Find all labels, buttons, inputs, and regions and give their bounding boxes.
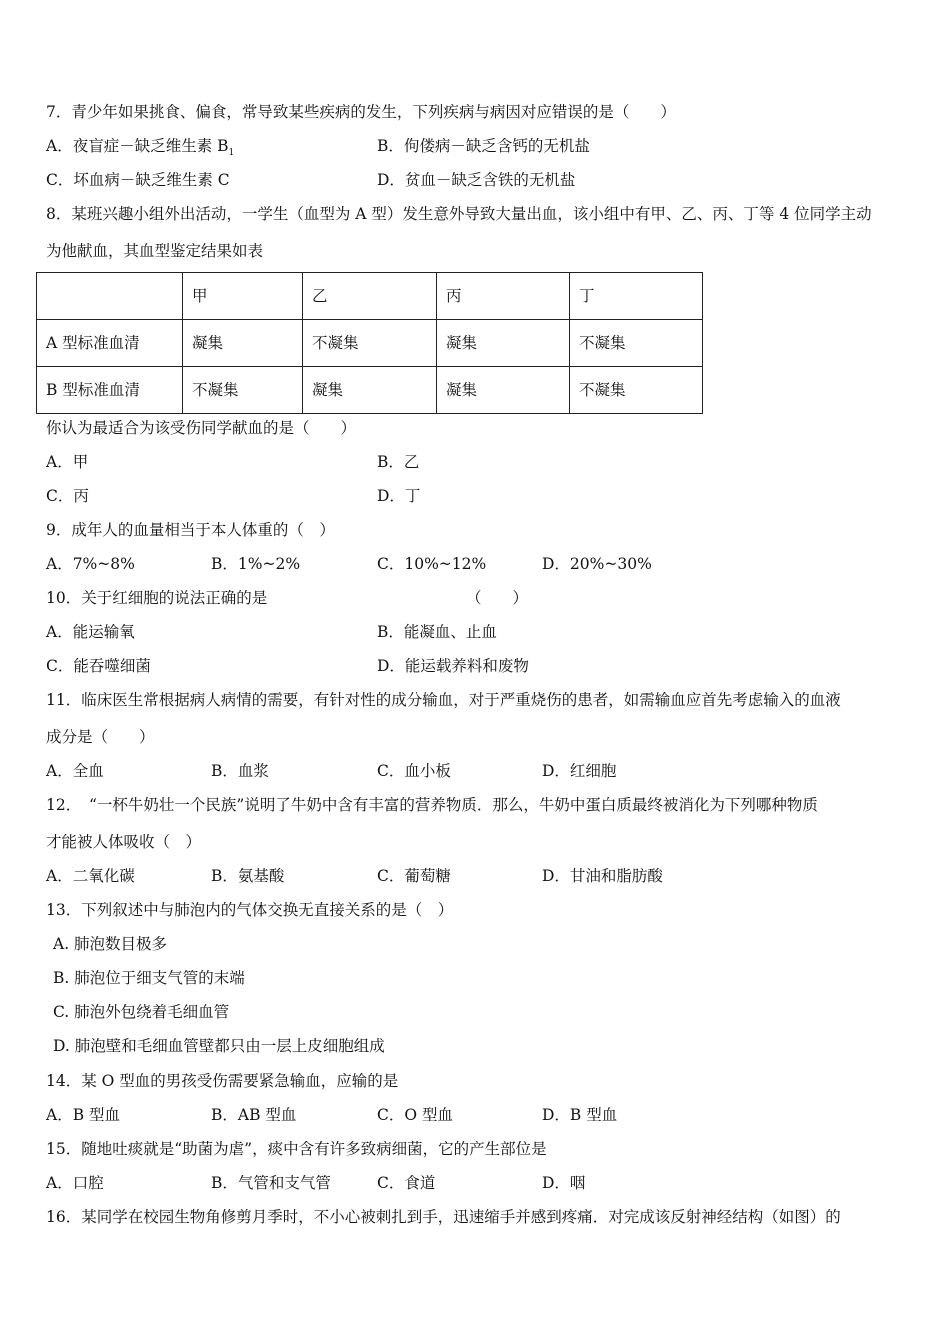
- table-cell: 不凝集: [570, 320, 703, 367]
- table-cell: 不凝集: [303, 320, 437, 367]
- table-cell: 凝集: [303, 367, 437, 414]
- q12-option-c[interactable]: C．葡萄糖: [377, 867, 451, 885]
- q8-option-b[interactable]: B．乙: [377, 453, 420, 471]
- q10-option-b[interactable]: B．能凝血、止血: [377, 623, 497, 641]
- q11-option-d[interactable]: D．红细胞: [542, 762, 617, 780]
- q8-option-d[interactable]: D．丁: [377, 487, 421, 505]
- table-cell: 不凝集: [183, 367, 303, 414]
- q15-option-a[interactable]: A．口腔: [46, 1174, 104, 1192]
- q12-option-a[interactable]: A．二氧化碳: [46, 867, 135, 885]
- q13-option-b[interactable]: B. 肺泡位于细支气管的末端: [53, 969, 245, 987]
- q8-stem-line2: 为他献血，其血型鉴定结果如表: [46, 242, 264, 260]
- q14-option-b[interactable]: B．AB 型血: [211, 1106, 297, 1124]
- q7-option-c[interactable]: C．坏血病－缺乏维生素 C: [46, 171, 230, 189]
- q10-option-c[interactable]: C．能吞噬细菌: [46, 657, 151, 675]
- table-cell: B 型标准血清: [37, 367, 183, 414]
- table-cell: 凝集: [183, 320, 303, 367]
- q11-option-a[interactable]: A．全血: [46, 762, 104, 780]
- q10-answer-paren: （ ）: [466, 589, 529, 607]
- q13-option-a[interactable]: A. 肺泡数目极多: [53, 935, 168, 953]
- q12-option-b[interactable]: B．氨基酸: [211, 867, 285, 885]
- q11-stem-line1: 11．临床医生常根据病人病情的需要，有针对性的成分输血，对于严重烧伤的患者，如需输血应首先考虑输入的血液: [46, 691, 841, 709]
- q15-option-c[interactable]: C．食道: [377, 1174, 436, 1192]
- blood-type-table: [36, 272, 703, 414]
- q7-option-a-text: A．夜盲症－缺乏维生素 B: [46, 137, 229, 155]
- q9-option-d[interactable]: D．20%~30%: [542, 555, 652, 573]
- q11-option-b[interactable]: B．血浆: [211, 762, 269, 780]
- table-header-row: [37, 273, 703, 320]
- table-header-cell: 丙: [437, 273, 570, 320]
- q10-option-d[interactable]: D．能运载养料和废物: [377, 657, 529, 675]
- table-cell: A 型标准血清: [37, 320, 183, 367]
- q15-stem: 15．随地吐痰就是“助菌为虐”，痰中含有许多致病细菌，它的产生部位是: [46, 1140, 547, 1158]
- table-header-cell: 甲: [183, 273, 303, 320]
- q13-option-c[interactable]: C. 肺泡外包绕着毛细血管: [53, 1003, 230, 1021]
- q8-option-c[interactable]: C．丙: [46, 487, 89, 505]
- q11-option-c[interactable]: C．血小板: [377, 762, 451, 780]
- q11-stem-line2: 成分是（ ）: [46, 728, 155, 746]
- q7-option-a[interactable]: [46, 136, 234, 163]
- q15-option-d[interactable]: D．咽: [542, 1174, 586, 1192]
- q9-option-a[interactable]: A．7%~8%: [46, 555, 135, 573]
- q8-ask: 你认为最适合为该受伤同学献血的是（ ）: [46, 419, 357, 437]
- q9-option-b[interactable]: B．1%~2%: [211, 555, 301, 573]
- q14-stem: 14．某 O 型血的男孩受伤需要紧急输血，应输的是: [46, 1072, 399, 1090]
- q14-option-d[interactable]: D．B 型血: [542, 1106, 618, 1124]
- q7-option-d[interactable]: D．贫血－缺乏含铁的无机盐: [377, 171, 576, 189]
- table-header-cell: 丁: [570, 273, 703, 320]
- table-cell: 不凝集: [570, 367, 703, 414]
- q13-option-d[interactable]: D. 肺泡壁和毛细血管壁都只由一层上皮细胞组成: [53, 1037, 385, 1055]
- table-header-cell: [37, 273, 183, 320]
- q12-stem-line2: 才能被人体吸收（ ）: [46, 833, 202, 851]
- q13-stem: 13．下列叙述中与肺泡内的气体交换无直接关系的是（ ）: [46, 901, 454, 919]
- table-row: [37, 320, 703, 367]
- q12-stem-line1: 12． “一杯牛奶壮一个民族”说明了牛奶中含有丰富的营养物质．那么，牛奶中蛋白质最终被消化为下列哪种物质: [46, 796, 818, 814]
- q14-option-c[interactable]: C．O 型血: [377, 1106, 453, 1124]
- q10-stem: 10．关于红细胞的说法正确的是: [46, 589, 268, 607]
- q7-stem: 7．青少年如果挑食、偏食，常导致某些疾病的发生，下列疾病与病因对应错误的是（ ）: [46, 103, 676, 121]
- q8-option-a[interactable]: A．甲: [46, 453, 89, 471]
- q8-stem-line1: 8．某班兴趣小组外出活动，一学生（血型为 A 型）发生意外导致大量出血，该小组中有甲、乙、丙、丁等 4 位同学主动: [46, 205, 872, 223]
- q14-option-a[interactable]: A．B 型血: [46, 1106, 121, 1124]
- table-header-cell: 乙: [303, 273, 437, 320]
- q10-option-a[interactable]: A．能运输氧: [46, 623, 135, 641]
- q12-option-d[interactable]: D．甘油和脂肪酸: [542, 867, 663, 885]
- q9-stem: 9．成年人的血量相当于本人体重的（ ）: [46, 521, 335, 539]
- table-cell: 凝集: [437, 367, 570, 414]
- q15-option-b[interactable]: B．气管和支气管: [211, 1174, 331, 1192]
- table-row: [37, 367, 703, 414]
- q16-stem-line1: 16．某同学在校园生物角修剪月季时，不小心被刺扎到手，迅速缩手并感到疼痛．对完成该反射神经结构（如图）的: [46, 1208, 841, 1226]
- table-cell: 凝集: [437, 320, 570, 367]
- q7-option-a-subscript: 1: [228, 148, 235, 159]
- q9-option-c[interactable]: C．10%~12%: [377, 555, 487, 573]
- q7-option-b[interactable]: B．佝偻病－缺乏含钙的无机盐: [377, 137, 590, 155]
